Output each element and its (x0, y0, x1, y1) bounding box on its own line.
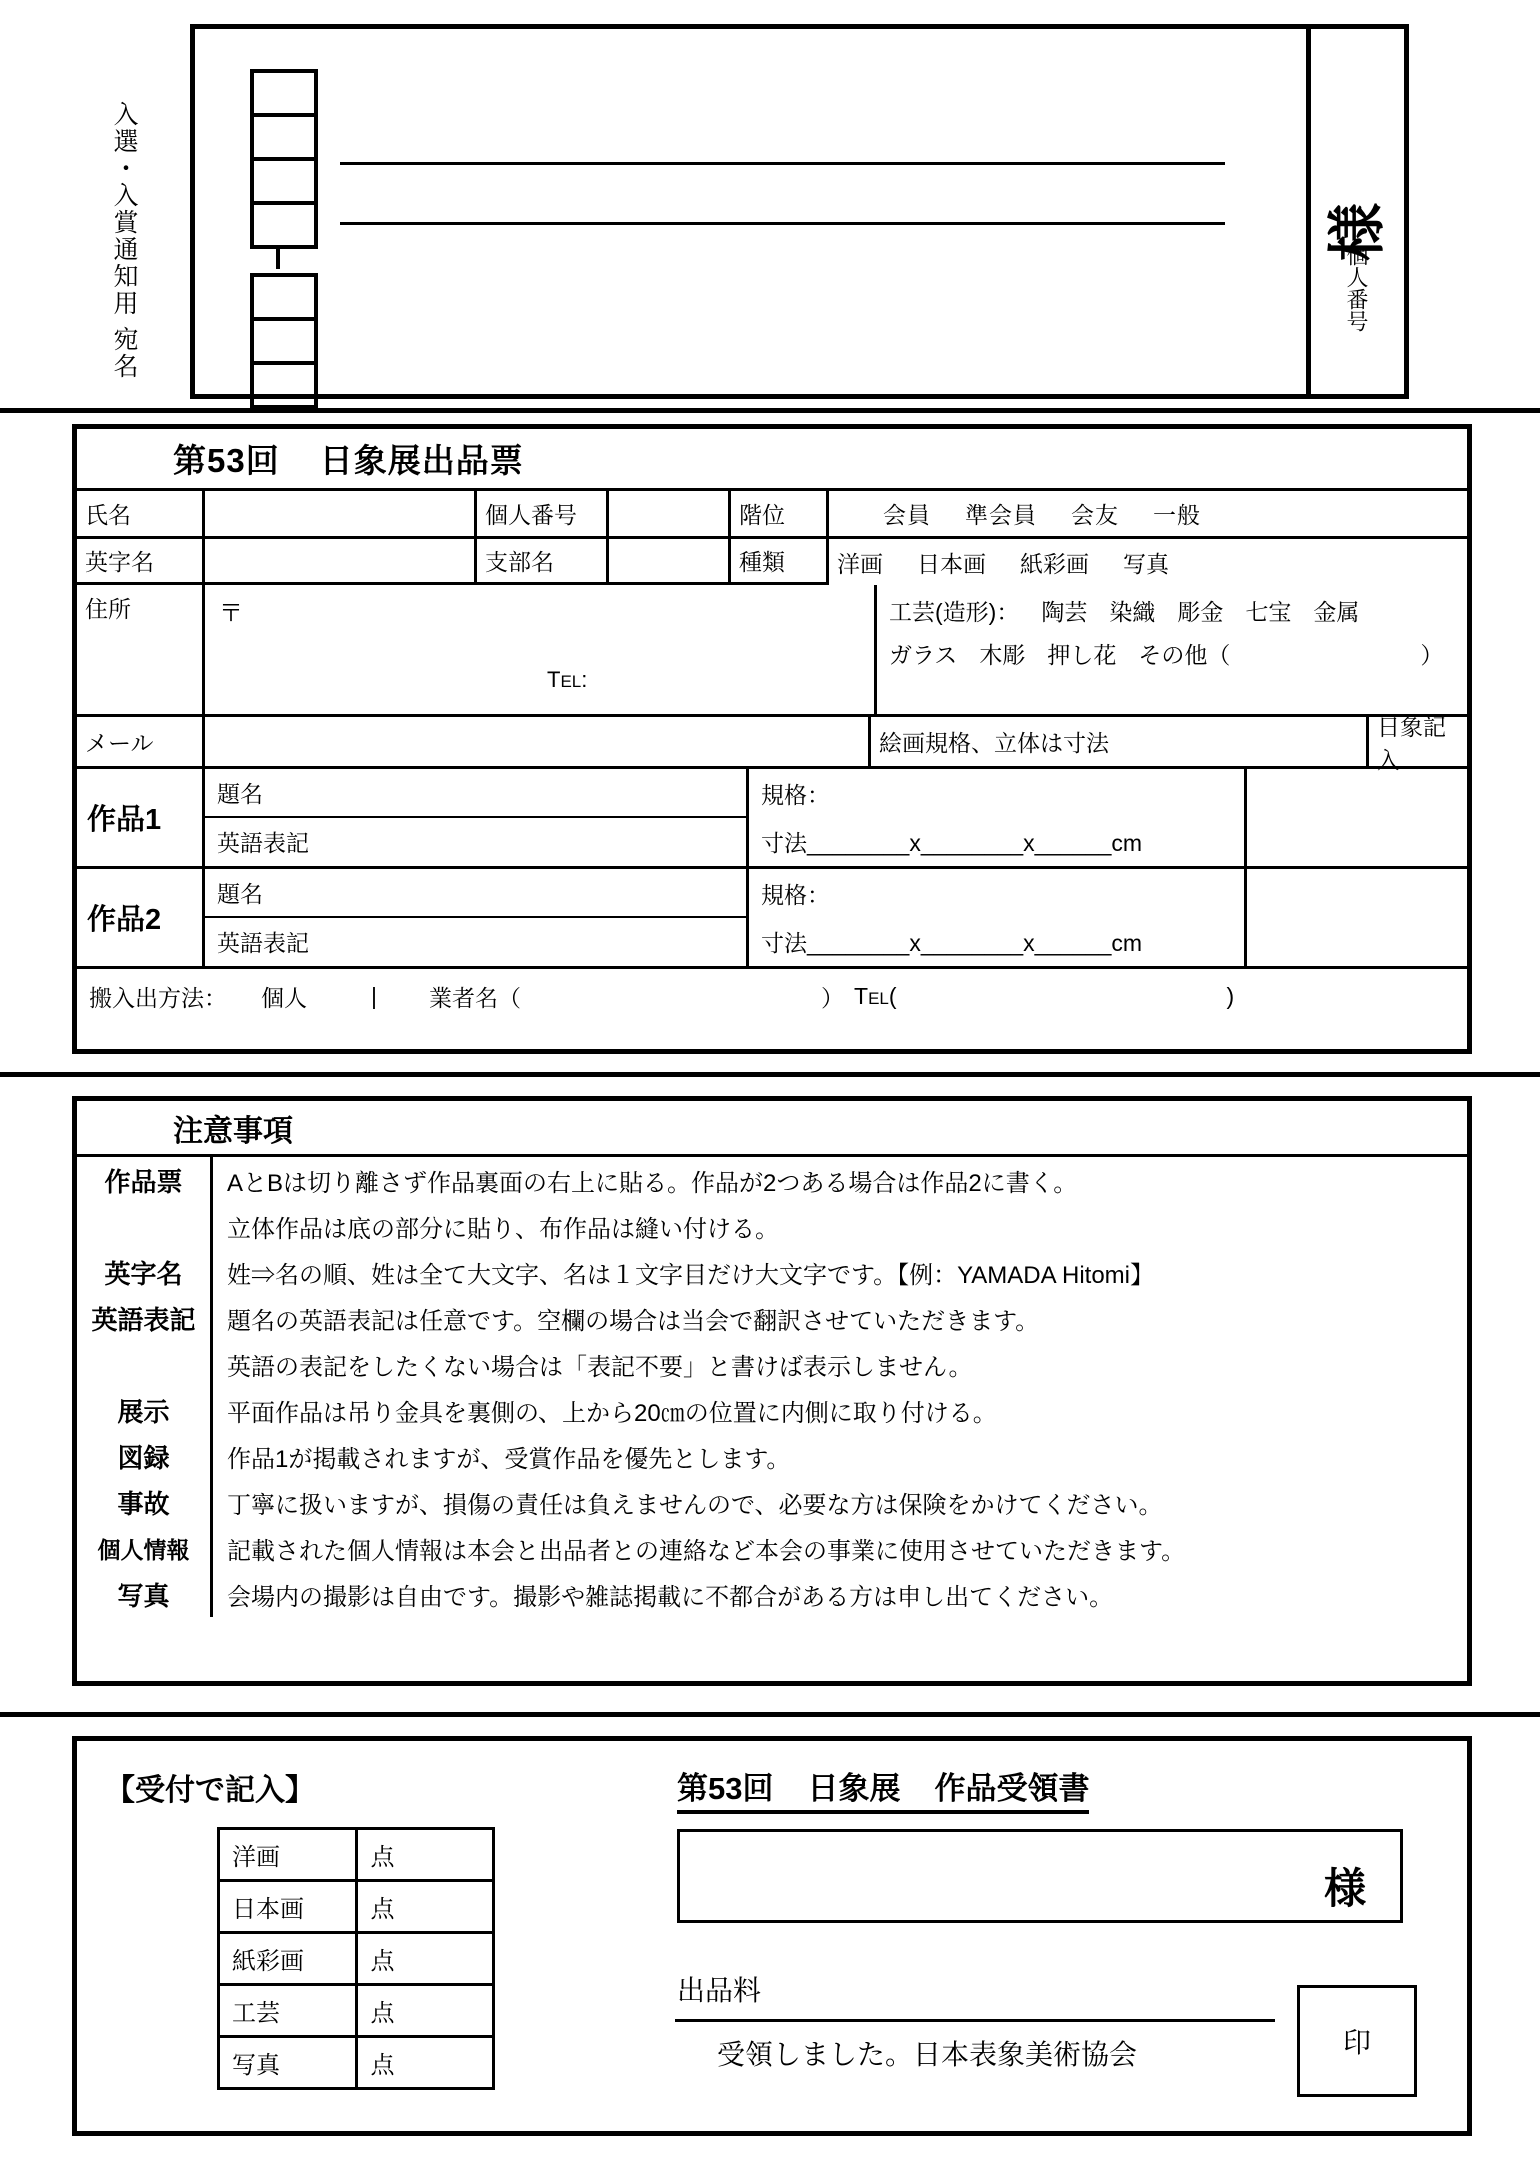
personal-number-input[interactable] (609, 491, 731, 536)
kind-line-2[interactable] (889, 591, 1455, 634)
address-notification-section (0, 10, 1540, 400)
work1-kikaku-input[interactable]: 規格： (761, 781, 830, 808)
category-cell: 写真 (219, 2037, 357, 2089)
carry-company-close: ） (821, 984, 844, 1011)
note-text: 丁寧に扱いますが、損傷の責任は負えませんので、必要な方は保険をかけてください。 (227, 1491, 1163, 1519)
table-row[interactable] (219, 1829, 494, 1881)
kind-nihonga[interactable]: 日本画 (917, 550, 986, 577)
note-row (77, 1249, 1467, 1295)
note-label: 図録 (77, 1433, 213, 1479)
receipt-name-box[interactable] (677, 1829, 1403, 1923)
note-label: 展示 (77, 1387, 213, 1433)
note-text: 姓⇒名の順、姓は全て大文字、名は１文字目だけ大文字です。【例：YAMADA Hitomi】 (227, 1261, 1154, 1289)
postal-cell[interactable] (250, 361, 318, 409)
kind-shisaiga[interactable]: 紙彩画 (1020, 550, 1089, 577)
receipt-section (72, 1736, 1472, 2136)
carry-company-label[interactable]: 業者名（ (429, 984, 521, 1011)
form-title-main: 日象展出品票 (319, 442, 524, 479)
table-row[interactable] (219, 1881, 494, 1933)
carry-label: 搬入出方法： (89, 984, 227, 1011)
receipt-sama: 様 (1323, 1865, 1366, 1912)
work2-sunpou-input[interactable]: 寸法________x________x______cm (761, 930, 1143, 957)
personal-number-label: 個人番号 (477, 491, 609, 536)
rank-option-member[interactable]: 会員 (883, 502, 931, 528)
note-text: 平面作品は吊り金具を裏側の、上から20㎝の位置に内側に取り付ける。 (227, 1399, 997, 1427)
category-count-table (217, 1827, 495, 2090)
note-row (77, 1433, 1467, 1479)
note-label: 作品票 (77, 1157, 213, 1203)
note-label: 英語表記 (77, 1295, 213, 1341)
note-row (77, 1157, 1467, 1203)
note-text: 会場内の撮影は自由です。撮影や雑誌掲載に不都合がある方は申し出てください。 (227, 1583, 1114, 1611)
kind-detail-cell[interactable] (877, 585, 1467, 714)
work1-sunpou-input[interactable]: 寸法________x________x______cm (761, 830, 1143, 857)
postal-mark: 〒 (219, 600, 243, 627)
kind-oshibana[interactable]: 押し花 (1047, 641, 1117, 668)
work2-title-input[interactable]: 題名 (205, 869, 746, 918)
count-cell[interactable]: 点 (357, 1933, 494, 1985)
work1-label: 作品1 (77, 769, 205, 866)
category-cell: 紙彩画 (219, 1933, 357, 1985)
notes-section (72, 1096, 1472, 1686)
address-box (190, 24, 1409, 399)
postal-cell[interactable] (250, 69, 318, 117)
address-write-line-2[interactable] (340, 222, 1225, 225)
divider-1 (0, 408, 1540, 413)
received-statement: 受領しました。日本表象美術協会 (717, 2039, 1138, 2070)
fee-label: 出品料 (677, 1975, 762, 2006)
kind-line-1[interactable] (829, 539, 1467, 585)
name-input[interactable] (205, 491, 477, 536)
rank-options[interactable] (829, 491, 1467, 536)
category-cell: 洋画 (219, 1829, 357, 1881)
note-label: 事故 (77, 1479, 213, 1525)
work1-english-input[interactable]: 英語表記 (217, 830, 309, 857)
personal-number-label: 個人番号 (1344, 244, 1369, 332)
form-row-address (77, 585, 1467, 717)
note-label: 個人情報 (77, 1525, 213, 1571)
note-text: AとBは切り離さず作品裏面の右上に貼る。作品が2つある場合は作品2に書く。 (227, 1169, 1078, 1197)
form-title-prefix: 第53回 (173, 442, 280, 479)
note-label (77, 1341, 213, 1387)
note-text: 英語の表記をしたくない場合は「表記不要」と書けば表示しません。 (227, 1353, 973, 1381)
kind-mokuchou[interactable]: 木彫 (979, 641, 1026, 668)
kind-kogei-prefix: 工芸(造形)： (889, 599, 1020, 625)
work2-label: 作品2 (77, 869, 205, 966)
work2-kikaku-input[interactable]: 規格： (761, 881, 830, 908)
count-cell[interactable]: 点 (357, 2037, 494, 2089)
category-cell: 工芸 (219, 1985, 357, 2037)
form-title (77, 435, 524, 482)
kind-choukin[interactable]: 彫金 (1177, 599, 1224, 625)
postal-cell[interactable] (250, 273, 318, 321)
rank-option-associate[interactable]: 準会員 (965, 502, 1037, 528)
nissho-header: 日象記入 (1377, 713, 1446, 773)
kind-shippou[interactable]: 七宝 (1245, 599, 1292, 625)
table-row[interactable] (219, 1985, 494, 2037)
carry-option-personal[interactable]: 個人 (261, 984, 307, 1011)
note-label: 英字名 (77, 1249, 213, 1295)
rank-label: 階位 (731, 491, 829, 536)
postal-cell[interactable] (250, 157, 318, 205)
work1-spec-group (749, 769, 1247, 866)
work2-nissho-cell[interactable] (1247, 869, 1467, 966)
branch-input[interactable] (609, 539, 731, 585)
stamp-box[interactable]: 印 (1297, 1985, 1417, 2097)
notes-title-row (77, 1101, 1467, 1157)
kind-senshoku[interactable]: 染織 (1109, 599, 1156, 625)
postal-cell[interactable] (250, 113, 318, 161)
note-row (77, 1387, 1467, 1433)
postal-code-grid (250, 69, 318, 405)
entry-form-section (72, 424, 1472, 1054)
form-row-work1 (77, 769, 1467, 869)
reception-fill-title: 【受付で記入】 (105, 1774, 315, 1807)
address-label: 住所 (77, 585, 205, 714)
count-cell[interactable]: 点 (357, 1829, 494, 1881)
receipt-title-main: 作品受領書 (934, 1771, 1090, 1806)
address-section-label: 入選・入賞通知用 宛名 (110, 101, 138, 380)
postal-separator (250, 245, 318, 273)
receipt-title-mid: 日象展 (807, 1771, 901, 1806)
postal-cell[interactable] (250, 201, 318, 249)
name-label: 氏名 (77, 491, 205, 536)
work1-nissho-cell[interactable] (1247, 769, 1467, 866)
note-label: 写真 (77, 1571, 213, 1617)
count-cell[interactable]: 点 (357, 1881, 494, 1933)
form-row-romaji (77, 539, 1467, 585)
table-row[interactable] (219, 1933, 494, 1985)
rank-option-friend[interactable]: 会友 (1071, 502, 1119, 528)
kind-label: 種類 (731, 539, 829, 585)
romaji-name-input[interactable] (205, 539, 477, 585)
mail-label: メール (77, 717, 205, 766)
kind-glass[interactable]: ガラス (889, 641, 958, 668)
divider-2 (0, 1072, 1540, 1077)
note-row (77, 1295, 1467, 1341)
rank-option-general[interactable]: 一般 (1153, 502, 1201, 528)
kind-other-open[interactable]: その他（ (1138, 641, 1231, 668)
postal-cell[interactable] (250, 317, 318, 365)
work1-title-group (205, 769, 749, 866)
kind-shashin[interactable]: 写真 (1123, 550, 1169, 577)
work1-title-input[interactable]: 題名 (205, 769, 746, 818)
note-label (77, 1203, 213, 1249)
mail-input[interactable] (205, 717, 871, 766)
table-row[interactable] (219, 2037, 494, 2089)
form-row-mail (77, 713, 1467, 773)
form-title-row (77, 429, 1467, 491)
kind-other-close: ） (1420, 641, 1444, 668)
divider-3 (0, 1712, 1540, 1717)
address-input-cell[interactable] (205, 585, 877, 714)
form-row-work2 (77, 869, 1467, 969)
kind-tougei[interactable]: 陶芸 (1041, 599, 1088, 625)
note-row (77, 1479, 1467, 1525)
receipt-title-prefix: 第53回 (677, 1771, 774, 1806)
carry-separator: | (371, 982, 377, 1009)
carry-tel-label: TEL( (854, 982, 897, 1009)
note-row (77, 1341, 1467, 1387)
kind-line-3[interactable] (889, 634, 1455, 677)
fee-write-line[interactable] (675, 2019, 1275, 2022)
form-row-name (77, 491, 1467, 539)
note-text: 題名の英語表記は任意です。空欄の場合は当会で翻訳させていただきます。 (227, 1307, 1040, 1335)
personal-number-column (1306, 29, 1404, 394)
romaji-name-label: 英字名 (77, 539, 205, 585)
note-row (77, 1571, 1467, 1617)
note-text: 記載された個人情報は本会と出品者との連絡など本会の事業に使用させていただきます。 (227, 1537, 1186, 1565)
spec-header: 絵画規格、立体は寸法 (871, 717, 1369, 766)
work2-spec-group (749, 869, 1247, 966)
kind-yoga[interactable]: 洋画 (837, 550, 883, 577)
note-text: 作品1が掲載されますが、受賞作品を優先とします。 (227, 1445, 791, 1473)
carry-tel-close: ) (1226, 982, 1235, 1009)
tel-label: TEL: (547, 667, 588, 692)
form-row-carry[interactable] (77, 969, 1467, 1023)
work2-title-group (205, 869, 749, 966)
branch-label: 支部名 (477, 539, 609, 585)
work2-english-input[interactable]: 英語表記 (217, 930, 309, 957)
address-write-line-1[interactable] (340, 162, 1225, 165)
sama-honorific: 様 (1325, 202, 1390, 261)
note-row (77, 1525, 1467, 1571)
category-cell: 日本画 (219, 1881, 357, 1933)
receipt-title (677, 1763, 1089, 1814)
note-row (77, 1203, 1467, 1249)
notes-title: 注意事項 (173, 1114, 293, 1148)
count-cell[interactable]: 点 (357, 1985, 494, 2037)
kind-kinzoku[interactable]: 金属 (1313, 599, 1360, 625)
note-text: 立体作品は底の部分に貼り、布作品は縫い付ける。 (227, 1215, 779, 1243)
